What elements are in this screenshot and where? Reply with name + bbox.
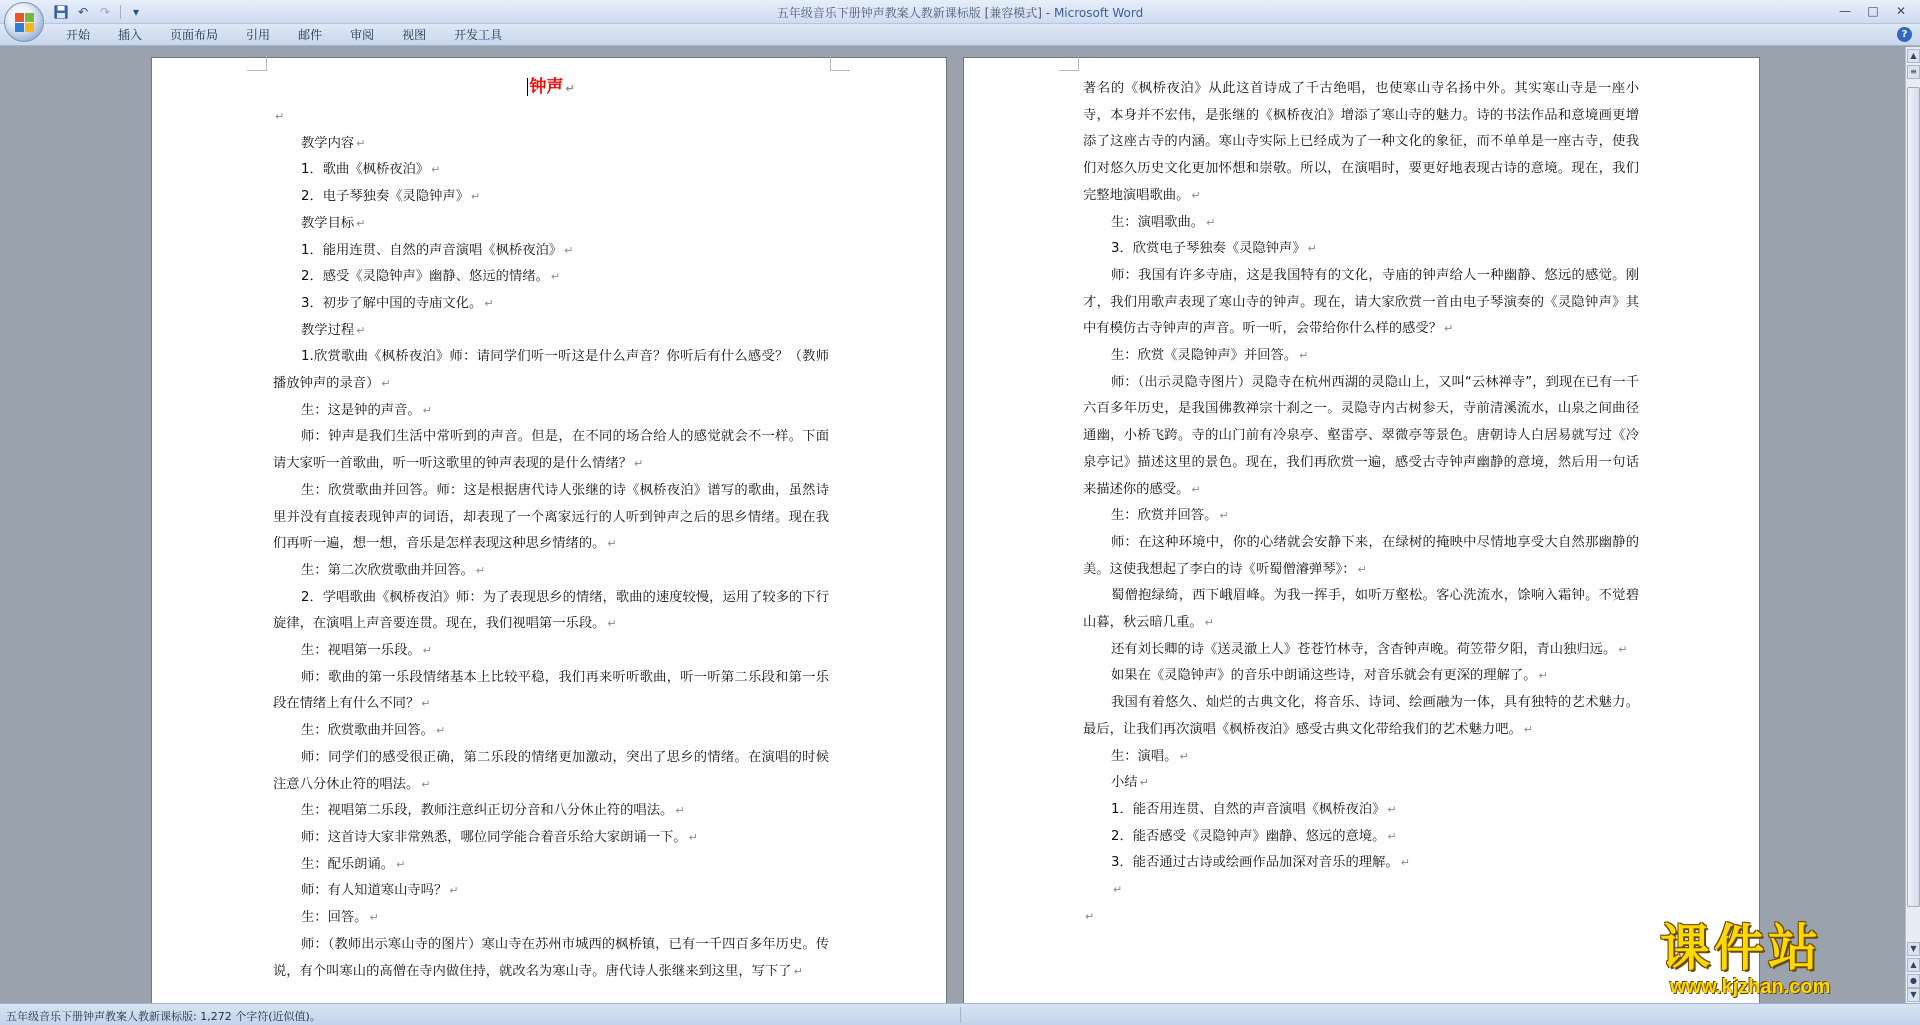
paragraph-text: 师：有人知道寒山寺吗？: [301, 883, 448, 899]
document-title-text: 钟声: [529, 77, 564, 97]
paragraph-text: 教学目标: [301, 215, 355, 231]
paragraph-mark: ↵: [550, 270, 561, 284]
paragraph-text: 生：回答。: [301, 910, 368, 926]
status-separator: [960, 1007, 961, 1023]
paragraph-text: 师：（出示灵隐寺图片）灵隐寺在杭州西湖的灵隐山上，又叫“云林禅寺”，到现在已有一千六百多年历史，是我国佛教禅宗十刹之一。灵隐寺内古树参天，寺前清溪流水，山泉之间曲径通幽，小桥飞跨。寺的山门前有冷泉亭、壑雷亭、翠微亭等景色。唐朝诗人白居易就写过《冷泉亭记》描述这里的景色。现在，我们再欣赏一遍，感受古寺钟声幽静的意境，然后用一句话来描述你的感受。: [1083, 374, 1639, 497]
paragraph-text: 2．学唱歌曲《枫桥夜泊》师：为了表现思乡的情绪，歌曲的速度较慢，运用了较多的下行旋律，在演唱上声音要连贯。现在，我们视唱第一乐段。: [273, 589, 829, 632]
tab-view[interactable]: 视图: [402, 28, 427, 42]
tab-insert[interactable]: 插入: [118, 28, 143, 42]
scroll-up-icon[interactable]: ▲: [1907, 49, 1920, 63]
paragraph-text: 1．歌曲《枫桥夜泊》: [301, 162, 430, 178]
paragraph-mark: ↵: [1139, 776, 1149, 790]
paragraph-mark: ↵: [381, 377, 391, 391]
paragraph-mark: ↵: [369, 911, 379, 925]
paragraph-text: 师：钟声是我们生活中常听到的声音。但是，在不同的场合给人的感觉就会不一样。下面请大家听一首歌曲，听一听这歌里的钟声表现的是什么情绪？: [273, 429, 829, 472]
paragraph-text: 1．能用连贯、自然的声音演唱《枫桥夜泊》: [301, 242, 563, 258]
tab-mailings[interactable]: 邮件: [298, 28, 323, 42]
paragraph-text: 师：歌曲的第一乐段情绪基本上比较平稳，我们再来听听歌曲，听一听第二乐段和第一乐段在情绪上有什么不同？: [273, 669, 829, 712]
paragraph: [1083, 583, 1639, 636]
paragraph-mark: ↵: [607, 537, 617, 551]
paragraph-text: 生：欣赏歌曲并回答。: [301, 723, 434, 739]
paragraph-text: 还有刘长卿的诗《送灵澈上人》苍苍竹林寺，含杳钟声晚。荷笠带夕阳，青山独归远。: [1111, 641, 1617, 657]
minimize-icon[interactable]: —: [1839, 4, 1851, 18]
paragraph-text: 生：视唱第一乐段。: [301, 643, 421, 659]
paragraph-mark: ↵: [396, 857, 406, 871]
paragraph-list: [273, 104, 829, 985]
paragraph: [273, 131, 829, 158]
next-page-icon[interactable]: ▼: [1907, 988, 1920, 1002]
paragraph: [273, 852, 829, 879]
maximize-icon[interactable]: □: [1867, 4, 1879, 18]
corner-mark: [1059, 57, 1079, 71]
paragraph-mark: ↵: [1387, 829, 1397, 843]
paragraph: [1083, 904, 1639, 931]
paragraph: [1083, 797, 1639, 824]
paragraph-text: 2．电子琴独奏《灵隐钟声》: [301, 189, 470, 205]
paragraph-mark: ↵: [1085, 909, 1095, 923]
paragraph-text: 如果在《灵隐钟声》的音乐中朗诵这些诗，对音乐就会有更深的理解了。: [1111, 668, 1537, 684]
paragraph-mark: ↵: [1523, 722, 1534, 736]
paragraph-mark: ↵: [356, 216, 366, 230]
paragraph-text: 生：欣赏并回答。: [1111, 508, 1218, 524]
paragraph-mark: ↵: [275, 110, 285, 123]
paragraph-text: 2．能否感受《灵隐钟声》幽静、悠远的意境。: [1111, 828, 1386, 844]
watermark-main: 课件站: [1660, 918, 1822, 977]
tab-review[interactable]: 审阅: [350, 28, 375, 42]
paragraph: [273, 718, 829, 745]
paragraph: [273, 211, 829, 238]
paragraph-mark: ↵: [1400, 856, 1410, 870]
prev-page-icon[interactable]: ▲: [1907, 958, 1920, 972]
paragraph-text: 师：我国有许多寺庙，这是我国特有的文化，寺庙的钟声给人一种幽静、悠远的感觉。刚才，我们用歌声表现了寒山寺的钟声。现在，请大家欣赏一首由电子琴演奏的《灵隐钟声》其中有模仿古寺钟声的声音。听一听，会带给你什么样的感受？: [1083, 267, 1639, 337]
document-title: [273, 72, 829, 104]
status-text: 五年级音乐下册钟声教案人教新课标版: 1,272 个字符(近似值)。: [6, 1010, 321, 1023]
redo-icon[interactable]: ↷: [99, 5, 111, 19]
paragraph-text: 生：视唱第二乐段，教师注意纠正切分音和八分休止符的唱法。: [301, 803, 674, 819]
paragraph-text: 师：同学们的感受很正确，第二乐段的情绪更加激动，突出了思乡的情绪。在演唱的时候注意八分休止符的唱法。: [273, 749, 829, 792]
paragraph: [273, 264, 829, 291]
paragraph-mark: ↵: [356, 323, 366, 337]
paragraph-text: 蜀僧抱绿绮，西下峨眉峰。为我一挥手，如听万壑松。客心洗流水，馀响入霜钟。不觉碧山暮，秋云暗几重。: [1083, 588, 1639, 631]
paragraph-mark: ↵: [1444, 322, 1454, 336]
paragraph-text: 2．感受《灵隐钟声》幽静、悠远的情绪。: [301, 269, 549, 285]
paragraph: [1083, 663, 1639, 690]
paragraph-mark: ↵: [471, 190, 481, 204]
window-title: [0, 4, 1920, 21]
paragraph-mark: ↵: [1357, 562, 1367, 576]
paragraph: [1083, 824, 1639, 851]
paragraph-mark: ↵: [421, 697, 431, 711]
title-separator: -: [1041, 6, 1054, 20]
paragraph-mark: ↵: [431, 163, 441, 177]
paragraph-mark: ↵: [484, 296, 494, 310]
paragraph: [1083, 343, 1639, 370]
paragraph: [1083, 690, 1639, 743]
paragraph-text: 3．初步了解中国的寺庙文化。: [301, 295, 483, 311]
paragraph: [1083, 370, 1639, 504]
page-left-content: [273, 72, 829, 985]
paragraph-mark: ↵: [1179, 749, 1189, 763]
paragraph: [273, 745, 829, 798]
paragraph: [1083, 503, 1639, 530]
paragraph: [273, 238, 829, 265]
ribbon-tabs: [52, 27, 516, 43]
paragraph: [273, 905, 829, 932]
ribbon-tab-bar: [0, 24, 1920, 46]
close-icon[interactable]: ✕: [1895, 4, 1907, 18]
paragraph: [273, 932, 829, 985]
watermark-logo: [1660, 920, 1910, 1012]
paragraph: [273, 104, 829, 131]
tab-home[interactable]: 开始: [66, 28, 91, 42]
paragraph-mark: ↵: [565, 82, 575, 95]
corner-mark: [247, 57, 267, 71]
tab-page-layout[interactable]: 页面布局: [170, 28, 219, 42]
paragraph: [273, 878, 829, 905]
paragraph: [273, 184, 829, 211]
page-right-content: [1083, 76, 1639, 931]
paragraph-text: 师：这首诗大家非常熟悉，哪位同学能合着音乐给大家朗诵一下。: [301, 829, 687, 845]
paragraph-mark: ↵: [564, 243, 574, 257]
paragraph-mark: ↵: [356, 136, 366, 150]
paragraph: [273, 798, 829, 825]
title-bar: [0, 0, 1920, 24]
paragraph-mark: ↵: [449, 884, 459, 898]
office-button[interactable]: [4, 2, 44, 42]
paragraph: [273, 825, 829, 852]
paragraph: [1083, 236, 1639, 263]
paragraph-mark: ↵: [1307, 242, 1317, 256]
paragraph: [1083, 850, 1639, 877]
paragraph-text: 师：（教师出示寒山寺的图片）寒山寺在苏州市城西的枫桥镇，已有一千四百多年历史。传说，有个叫寒山的高僧在寺内做住持，就改名为寒山寺。唐代诗人张继来到这里，写下了: [273, 936, 829, 979]
office-logo-icon: [15, 13, 35, 33]
paragraph: [273, 558, 829, 585]
paragraph: [1083, 877, 1639, 904]
paragraph-text: 教学内容: [301, 135, 355, 151]
paragraph-mark: ↵: [1191, 188, 1201, 202]
paragraph: [273, 318, 829, 345]
scroll-down-icon[interactable]: ▼: [1907, 942, 1920, 956]
paragraph-text: 生：这是钟的声音。: [301, 402, 421, 418]
paragraph-mark: ↵: [688, 830, 698, 844]
paragraph-text: 小结: [1111, 775, 1138, 791]
paragraph: [273, 665, 829, 718]
paragraph-text: 生：演唱歌曲。: [1111, 214, 1205, 230]
paragraph-text: 3．欣赏电子琴独奏《灵隐钟声》: [1111, 241, 1306, 257]
corner-mark: [830, 57, 850, 71]
paragraph-text: 生：第二次欣赏歌曲并回答。: [301, 562, 474, 578]
paragraph-mark: ↵: [422, 644, 432, 658]
paragraph-mark: ↵: [1387, 802, 1397, 816]
paragraph-mark: ↵: [1191, 482, 1201, 496]
paragraph-text: 3．能否通过古诗或绘画作品加深对音乐的理解。: [1111, 855, 1399, 871]
paragraph-mark: ↵: [1299, 349, 1309, 363]
page-left[interactable]: [151, 57, 947, 1003]
paragraph-mark: ↵: [475, 563, 486, 577]
paragraph-mark: ↵: [1538, 669, 1548, 683]
paragraph: [273, 291, 829, 318]
paragraph: [273, 478, 829, 558]
paragraph-text: 生：演唱。: [1111, 748, 1178, 764]
paragraph-mark: ↵: [675, 804, 685, 818]
paragraph-mark: ↵: [421, 777, 431, 791]
window-controls: [1832, 2, 1914, 20]
paragraph: [1083, 76, 1639, 210]
paragraph-mark: ↵: [1204, 616, 1214, 630]
browse-object-icon[interactable]: ●: [1907, 974, 1920, 988]
paragraph-mark: ↵: [1206, 215, 1216, 229]
paragraph: [273, 157, 829, 184]
paragraph: [1083, 637, 1639, 664]
vertical-scrollbar[interactable]: [1905, 47, 1920, 1003]
paragraph-text: 教学过程: [301, 322, 355, 338]
paragraph-mark: ↵: [607, 617, 617, 631]
status-bar: [0, 1003, 1920, 1025]
paragraph-text: 生：欣赏《灵隐钟声》并回答。: [1111, 348, 1298, 364]
customize-icon[interactable]: ▾: [132, 5, 140, 19]
document-name: 五年级音乐下册钟声教案人教新课标版 [兼容模式]: [776, 6, 1042, 20]
paragraph-text: 生：配乐朗诵。: [301, 856, 395, 872]
paragraph-mark: ↵: [1113, 883, 1123, 897]
paragraph-mark: ↵: [435, 724, 446, 738]
paragraph-mark: ↵: [1219, 509, 1229, 523]
paragraph-mark: ↵: [634, 457, 644, 471]
paragraph: [1083, 530, 1639, 583]
scroll-thumb[interactable]: [1907, 87, 1920, 907]
paragraph: [1083, 210, 1639, 237]
paragraph: [273, 398, 829, 425]
document-area[interactable]: [0, 47, 1905, 1003]
paragraph: [1083, 770, 1639, 797]
page-right[interactable]: [963, 57, 1760, 1003]
paragraph: [1083, 744, 1639, 771]
tab-references[interactable]: 引用: [246, 28, 271, 42]
paragraph-mark: ↵: [422, 403, 432, 417]
tab-developer[interactable]: 开发工具: [454, 28, 503, 42]
watermark-url: www.kjzhan.com: [1670, 976, 1831, 998]
paragraph: [273, 424, 829, 477]
paragraph-text: 1.欣赏歌曲《枫桥夜泊》师：请同学们听一听这是什么声音？你听后有什么感受？（教师播放钟声的录音）: [273, 349, 829, 392]
help-icon[interactable]: ?: [1897, 27, 1912, 42]
undo-icon[interactable]: ↶: [77, 5, 89, 19]
paragraph-mark: ↵: [793, 964, 803, 978]
paragraph: [273, 585, 829, 638]
paragraph: [273, 344, 829, 397]
paragraph-text: 生：欣赏歌曲并回答。师：这是根据唐代诗人张继的诗《枫桥夜泊》谱写的歌曲，虽然诗里并没有直接表现钟声的词语，却表现了一个离家远行的人听到钟声之后的思乡情绪。现在我们再听一遍，想一想，音乐是怎样表现这种思乡情绪的。: [273, 482, 829, 552]
paragraph: [1083, 263, 1639, 343]
paragraph-mark: ↵: [1618, 642, 1628, 656]
paragraph-text: 我国有着悠久、灿烂的古典文化，将音乐、诗词、绘画融为一体，具有独特的艺术魅力。最后，让我们再次演唱《枫桥夜泊》感受古典文化带给我们的艺术魅力吧。: [1083, 695, 1639, 737]
paragraph-text: 著名的《枫桥夜泊》从此这首诗成了千古绝唱，也使寒山寺名扬中外。其实寒山寺是一座小寺，本身并不宏伟，是张继的《枫桥夜泊》增添了寒山寺的魅力。诗的书法作品和意境画更增添了这座古寺的内涵。寒山寺实际上已经成为了一种文化的象征，而不单单是一座古寺，使我们对悠久历史文化更加怀想和崇敬。所以，在演唱时，要更好地表现古诗的意境。现在，我们完整地演唱歌曲。: [1083, 81, 1639, 203]
paragraph-list: [1083, 76, 1639, 931]
app-name: Microsoft Word: [1053, 6, 1144, 20]
paragraph-text: 师：在这种环境中，你的心绪就会安静下来，在绿树的掩映中尽情地享受大自然那幽静的美。这使我想起了李白的诗《听蜀僧濬弹琴》：: [1083, 534, 1639, 577]
paragraph: [273, 638, 829, 665]
paragraph-text: 1．能否用连贯、自然的声音演唱《枫桥夜泊》: [1111, 801, 1386, 817]
ruler-toggle-icon[interactable]: ≡: [1907, 65, 1920, 79]
